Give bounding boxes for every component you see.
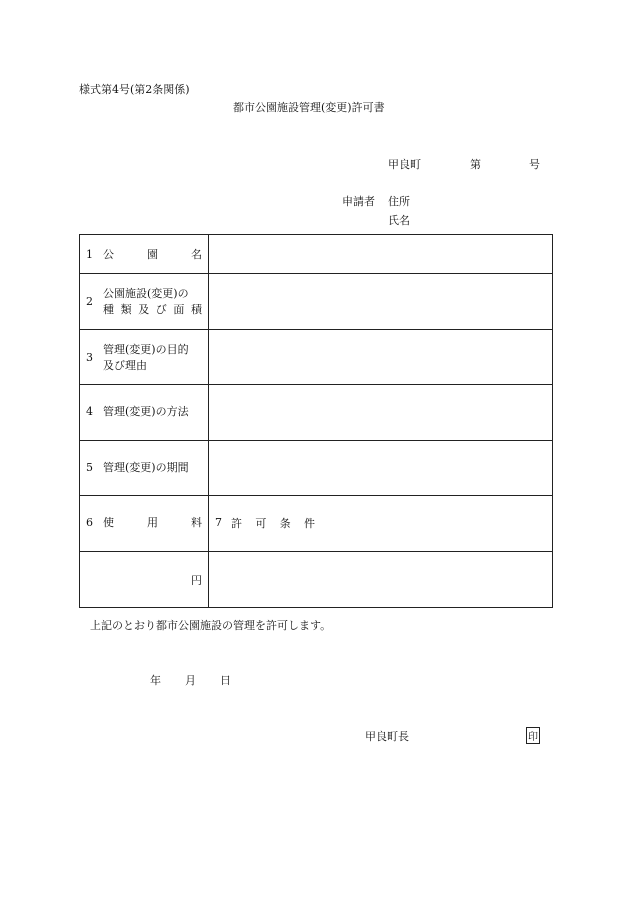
row-number: 4 bbox=[86, 405, 93, 418]
method-field[interactable] bbox=[209, 385, 553, 441]
row-number: 2 bbox=[86, 295, 93, 308]
park-name-field[interactable] bbox=[209, 235, 553, 274]
row-label-fee bbox=[80, 496, 209, 552]
page-title: 都市公園施設管理(変更)許可書 bbox=[233, 101, 385, 114]
row-number: 6 bbox=[86, 516, 93, 529]
form-number: 様式第4号(第2条関係) bbox=[79, 83, 190, 96]
table-row bbox=[80, 552, 553, 608]
row-label: 公 園 名 bbox=[103, 248, 202, 261]
ref-town: 甲良町 bbox=[388, 158, 421, 171]
row-label-purpose bbox=[80, 330, 209, 385]
conditions-label: 許 可 条 件 bbox=[231, 517, 315, 530]
row-label: 使 用 料 bbox=[103, 516, 202, 529]
permit-table bbox=[79, 234, 553, 608]
seal-mark: 印 bbox=[526, 727, 540, 744]
purpose-field[interactable] bbox=[209, 330, 553, 385]
table-row bbox=[80, 330, 553, 385]
row-label-park-name bbox=[80, 235, 209, 274]
row-number: 7 bbox=[215, 516, 222, 529]
period-field[interactable] bbox=[209, 441, 553, 496]
row-number: 1 bbox=[86, 248, 93, 261]
row-label-period bbox=[80, 441, 209, 496]
date-day: 日 bbox=[220, 674, 231, 687]
ref-dai: 第 bbox=[470, 158, 481, 171]
ref-go: 号 bbox=[529, 158, 540, 171]
yen-unit: 円 bbox=[191, 574, 202, 587]
row-label: 公園施設(変更)の 種 類 及 び 面 積 bbox=[103, 287, 202, 316]
table-row bbox=[80, 441, 553, 496]
conditions-field[interactable] bbox=[209, 552, 553, 608]
permit-statement: 上記のとおり都市公園施設の管理を許可します。 bbox=[90, 619, 332, 632]
applicant-label: 申請者 bbox=[342, 195, 375, 208]
row-label: 管理(変更)の方法 bbox=[103, 405, 189, 418]
row-number: 3 bbox=[86, 351, 93, 364]
row-label-method bbox=[80, 385, 209, 441]
table-row bbox=[80, 274, 553, 330]
row-label: 管理(変更)の期間 bbox=[103, 461, 189, 474]
table-row bbox=[80, 496, 553, 552]
table-row bbox=[80, 385, 553, 441]
name-label: 氏名 bbox=[388, 214, 410, 227]
fee-amount-field[interactable] bbox=[80, 552, 209, 608]
address-label: 住所 bbox=[388, 195, 410, 208]
table-row bbox=[80, 235, 553, 274]
mayor-title: 甲良町長 bbox=[365, 730, 409, 743]
facility-type-field[interactable] bbox=[209, 274, 553, 330]
row-label-facility-type bbox=[80, 274, 209, 330]
conditions-header bbox=[209, 496, 553, 552]
date-year: 年 bbox=[150, 674, 161, 687]
date-month: 月 bbox=[185, 674, 196, 687]
row-number: 5 bbox=[86, 461, 93, 474]
row-label: 管理(変更)の目的 及び理由 bbox=[103, 343, 189, 372]
